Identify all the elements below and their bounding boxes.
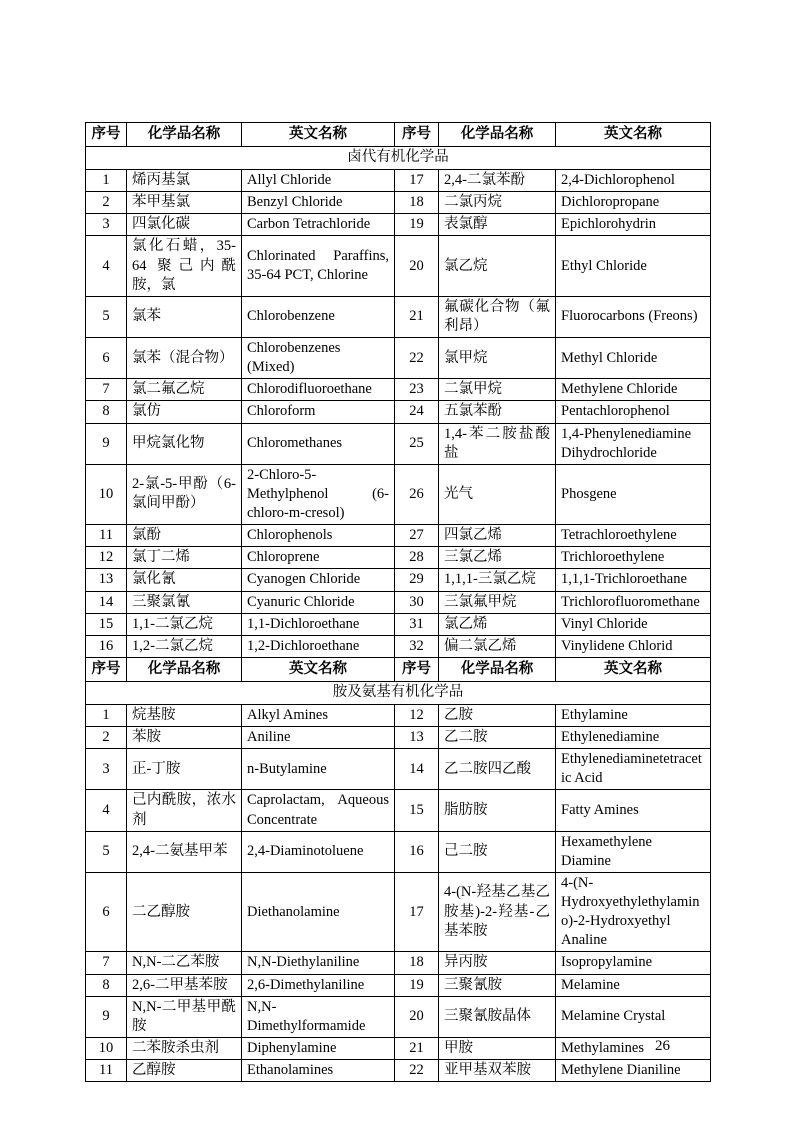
- serial-number-cell: 22: [395, 1060, 439, 1082]
- serial-number-cell: 14: [395, 749, 439, 790]
- serial-number-cell: 3: [86, 749, 127, 790]
- table-row: [86, 1037, 711, 1059]
- serial-number-cell: 14: [86, 591, 127, 613]
- english-name-cell: Fatty Amines: [556, 790, 711, 831]
- english-name-cell: Methylamines: [556, 1037, 711, 1059]
- english-name-cell: 4-(N-Hydroxyethylethylamino)-2-Hydroxyethyl Analine: [556, 872, 711, 952]
- chinese-name-cell: 偏二氯乙烯: [439, 635, 556, 657]
- english-name-cell: Melamine: [556, 974, 711, 996]
- serial-number-cell: 12: [395, 704, 439, 726]
- english-name-cell: Trichlorofluoromethane: [556, 591, 711, 613]
- chinese-name-cell: 甲胺: [439, 1037, 556, 1059]
- serial-number-cell: 31: [395, 613, 439, 635]
- chinese-name-cell: 四氯乙烯: [439, 525, 556, 547]
- chinese-name-cell: 己二胺: [439, 831, 556, 872]
- chinese-name-cell: 三聚氰胺晶体: [439, 996, 556, 1037]
- english-name-cell: Epichlorohydrin: [556, 214, 711, 236]
- column-header: 序号: [86, 123, 127, 147]
- section-title: 卤代有机化学品: [86, 147, 711, 170]
- serial-number-cell: 22: [395, 338, 439, 379]
- english-name-cell: 2,6-Dimethylaniline: [242, 974, 395, 996]
- serial-number-cell: 1: [86, 704, 127, 726]
- section-title: 胺及氨基有机化学品: [86, 681, 711, 704]
- table-row: [86, 1060, 711, 1082]
- chinese-name-cell: 氯仿: [127, 401, 242, 423]
- serial-number-cell: 18: [395, 952, 439, 974]
- serial-number-cell: 7: [86, 952, 127, 974]
- table-row: [86, 296, 711, 337]
- header-row: [86, 657, 711, 681]
- serial-number-cell: 25: [395, 423, 439, 464]
- table-row: [86, 214, 711, 236]
- chinese-name-cell: 2-氯-5-甲酚（6-氯间甲酚）: [127, 464, 242, 524]
- serial-number-cell: 20: [395, 236, 439, 296]
- column-header: 化学品名称: [127, 123, 242, 147]
- english-name-cell: 2,4-Dichlorophenol: [556, 170, 711, 192]
- serial-number-cell: 17: [395, 170, 439, 192]
- table-row: [86, 569, 711, 591]
- english-name-cell: n-Butylamine: [242, 749, 395, 790]
- english-name-cell: Tetrachloroethylene: [556, 525, 711, 547]
- chinese-name-cell: 烷基胺: [127, 704, 242, 726]
- chinese-name-cell: 氯二氟乙烷: [127, 379, 242, 401]
- chinese-name-cell: 乙醇胺: [127, 1060, 242, 1082]
- chinese-name-cell: 1,1-二氯乙烷: [127, 613, 242, 635]
- table-row: [86, 547, 711, 569]
- english-name-cell: Chlorobenzenes (Mixed): [242, 338, 395, 379]
- serial-number-cell: 1: [86, 170, 127, 192]
- serial-number-cell: 30: [395, 591, 439, 613]
- serial-number-cell: 9: [86, 996, 127, 1037]
- english-name-cell: Carbon Tetrachloride: [242, 214, 395, 236]
- english-name-cell: Allyl Chloride: [242, 170, 395, 192]
- english-name-cell: Alkyl Amines: [242, 704, 395, 726]
- serial-number-cell: 20: [395, 996, 439, 1037]
- english-name-cell: Pentachlorophenol: [556, 401, 711, 423]
- serial-number-cell: 23: [395, 379, 439, 401]
- column-header: 序号: [395, 657, 439, 681]
- chinese-name-cell: 氯乙烷: [439, 236, 556, 296]
- chinese-name-cell: 氯丁二烯: [127, 547, 242, 569]
- chinese-name-cell: 2,6-二甲基苯胺: [127, 974, 242, 996]
- column-header: 序号: [395, 123, 439, 147]
- serial-number-cell: 26: [395, 464, 439, 524]
- serial-number-cell: 11: [86, 525, 127, 547]
- table-row: [86, 704, 711, 726]
- english-name-cell: Cyanuric Chloride: [242, 591, 395, 613]
- chinese-name-cell: 2,4-二氯苯酚: [439, 170, 556, 192]
- english-name-cell: Chlorophenols: [242, 525, 395, 547]
- chinese-name-cell: 苯胺: [127, 727, 242, 749]
- chinese-name-cell: 苯甲基氯: [127, 192, 242, 214]
- chinese-name-cell: 氯化氰: [127, 569, 242, 591]
- chinese-name-cell: 二氯丙烷: [439, 192, 556, 214]
- table-row: [86, 591, 711, 613]
- chinese-name-cell: 烯丙基氯: [127, 170, 242, 192]
- english-name-cell: 2-Chloro-5-Methylphenol (6-chloro-m-cresol): [242, 464, 395, 524]
- table-row: [86, 613, 711, 635]
- column-header: 英文名称: [556, 657, 711, 681]
- chinese-name-cell: 光气: [439, 464, 556, 524]
- section-title-row: [86, 147, 711, 170]
- table-row: [86, 790, 711, 831]
- chinese-name-cell: 氯乙烯: [439, 613, 556, 635]
- english-name-cell: 2,4-Diaminotoluene: [242, 831, 395, 872]
- chinese-name-cell: 乙二胺: [439, 727, 556, 749]
- chinese-name-cell: 4-(N-羟基乙基乙胺基)-2-羟基-乙基苯胺: [439, 872, 556, 952]
- serial-number-cell: 2: [86, 192, 127, 214]
- english-name-cell: Methylene Chloride: [556, 379, 711, 401]
- table-row: [86, 996, 711, 1037]
- serial-number-cell: 17: [395, 872, 439, 952]
- english-name-cell: Ethanolamines: [242, 1060, 395, 1082]
- english-name-cell: Isopropylamine: [556, 952, 711, 974]
- serial-number-cell: 8: [86, 974, 127, 996]
- chinese-name-cell: 氟碳化合物（氟利昂）: [439, 296, 556, 337]
- table-row: [86, 727, 711, 749]
- chinese-name-cell: 正-丁胺: [127, 749, 242, 790]
- serial-number-cell: 24: [395, 401, 439, 423]
- english-name-cell: Fluorocarbons (Freons): [556, 296, 711, 337]
- english-name-cell: Vinylidene Chlorid: [556, 635, 711, 657]
- chinese-name-cell: 亚甲基双苯胺: [439, 1060, 556, 1082]
- chinese-name-cell: 三氯氟甲烷: [439, 591, 556, 613]
- english-name-cell: 1,2-Dichloroethane: [242, 635, 395, 657]
- chinese-name-cell: 1,4-苯二胺盐酸盐: [439, 423, 556, 464]
- english-name-cell: Ethylamine: [556, 704, 711, 726]
- chinese-name-cell: 2,4-二氨基甲苯: [127, 831, 242, 872]
- chinese-name-cell: 1,1,1-三氯乙烷: [439, 569, 556, 591]
- serial-number-cell: 15: [86, 613, 127, 635]
- serial-number-cell: 11: [86, 1060, 127, 1082]
- chinese-name-cell: 二苯胺杀虫剂: [127, 1037, 242, 1059]
- english-name-cell: Methyl Chloride: [556, 338, 711, 379]
- chinese-name-cell: 氯甲烷: [439, 338, 556, 379]
- chinese-name-cell: 三氯乙烯: [439, 547, 556, 569]
- english-name-cell: Chloroform: [242, 401, 395, 423]
- serial-number-cell: 5: [86, 831, 127, 872]
- english-name-cell: Aniline: [242, 727, 395, 749]
- english-name-cell: 1,1-Dichloroethane: [242, 613, 395, 635]
- table-row: [86, 635, 711, 657]
- serial-number-cell: 6: [86, 338, 127, 379]
- serial-number-cell: 16: [86, 635, 127, 657]
- chinese-name-cell: 二乙醇胺: [127, 872, 242, 952]
- serial-number-cell: 21: [395, 296, 439, 337]
- serial-number-cell: 3: [86, 214, 127, 236]
- chinese-name-cell: N,N-二甲基甲酰胺: [127, 996, 242, 1037]
- english-name-cell: Ethylenediamine: [556, 727, 711, 749]
- chinese-name-cell: 乙胺: [439, 704, 556, 726]
- serial-number-cell: 19: [395, 214, 439, 236]
- chinese-name-cell: 1,2-二氯乙烷: [127, 635, 242, 657]
- table-row: [86, 423, 711, 464]
- english-name-cell: N,N-Diethylaniline: [242, 952, 395, 974]
- table-body: [86, 123, 711, 1082]
- serial-number-cell: 27: [395, 525, 439, 547]
- english-name-cell: Hexamethylene Diamine: [556, 831, 711, 872]
- table-row: [86, 831, 711, 872]
- table-row: [86, 192, 711, 214]
- english-name-cell: N,N-Dimethylformamide: [242, 996, 395, 1037]
- english-name-cell: Methylene Dianiline: [556, 1060, 711, 1082]
- serial-number-cell: 9: [86, 423, 127, 464]
- chinese-name-cell: 氯苯（混合物）: [127, 338, 242, 379]
- chinese-name-cell: 甲烷氯化物: [127, 423, 242, 464]
- english-name-cell: Ethyl Chloride: [556, 236, 711, 296]
- serial-number-cell: 8: [86, 401, 127, 423]
- serial-number-cell: 12: [86, 547, 127, 569]
- column-header: 英文名称: [556, 123, 711, 147]
- english-name-cell: Trichloroethylene: [556, 547, 711, 569]
- table-row: [86, 872, 711, 952]
- chinese-name-cell: 异丙胺: [439, 952, 556, 974]
- serial-number-cell: 4: [86, 790, 127, 831]
- chinese-name-cell: 乙二胺四乙酸: [439, 749, 556, 790]
- serial-number-cell: 28: [395, 547, 439, 569]
- table-row: [86, 401, 711, 423]
- table-row: [86, 236, 711, 296]
- column-header: 英文名称: [242, 657, 395, 681]
- chinese-name-cell: 己内酰胺，浓水剂: [127, 790, 242, 831]
- chemical-list-table: [85, 122, 711, 1082]
- english-name-cell: 1,4-Phenylenediamine Dihydrochloride: [556, 423, 711, 464]
- chinese-name-cell: 氯酚: [127, 525, 242, 547]
- serial-number-cell: 15: [395, 790, 439, 831]
- table-row: [86, 952, 711, 974]
- serial-number-cell: 19: [395, 974, 439, 996]
- english-name-cell: Chlorodifluoroethane: [242, 379, 395, 401]
- column-header: 化学品名称: [127, 657, 242, 681]
- serial-number-cell: 10: [86, 464, 127, 524]
- chinese-name-cell: 脂肪胺: [439, 790, 556, 831]
- serial-number-cell: 32: [395, 635, 439, 657]
- chinese-name-cell: 四氯化碳: [127, 214, 242, 236]
- table-row: [86, 974, 711, 996]
- english-name-cell: Melamine Crystal: [556, 996, 711, 1037]
- english-name-cell: Chloroprene: [242, 547, 395, 569]
- chinese-name-cell: 五氯苯酚: [439, 401, 556, 423]
- serial-number-cell: 4: [86, 236, 127, 296]
- english-name-cell: Cyanogen Chloride: [242, 569, 395, 591]
- english-name-cell: 1,1,1-Trichloroethane: [556, 569, 711, 591]
- page-number: 26: [655, 1038, 670, 1054]
- english-name-cell: Phosgene: [556, 464, 711, 524]
- serial-number-cell: 10: [86, 1037, 127, 1059]
- serial-number-cell: 29: [395, 569, 439, 591]
- header-row: [86, 123, 711, 147]
- table-row: [86, 525, 711, 547]
- table-row: [86, 749, 711, 790]
- english-name-cell: Chlorobenzene: [242, 296, 395, 337]
- chinese-name-cell: 三聚氯氰: [127, 591, 242, 613]
- serial-number-cell: 6: [86, 872, 127, 952]
- table-row: [86, 338, 711, 379]
- english-name-cell: Diethanolamine: [242, 872, 395, 952]
- chinese-name-cell: 氯化石蜡，35-64 聚己内酰胺，氯: [127, 236, 242, 296]
- column-header: 序号: [86, 657, 127, 681]
- english-name-cell: Benzyl Chloride: [242, 192, 395, 214]
- serial-number-cell: 18: [395, 192, 439, 214]
- column-header: 化学品名称: [439, 657, 556, 681]
- table-row: [86, 170, 711, 192]
- chinese-name-cell: 二氯甲烷: [439, 379, 556, 401]
- serial-number-cell: 2: [86, 727, 127, 749]
- serial-number-cell: 21: [395, 1037, 439, 1059]
- english-name-cell: Chloromethanes: [242, 423, 395, 464]
- serial-number-cell: 13: [395, 727, 439, 749]
- serial-number-cell: 13: [86, 569, 127, 591]
- table-row: [86, 464, 711, 524]
- chinese-name-cell: 表氯醇: [439, 214, 556, 236]
- english-name-cell: Diphenylamine: [242, 1037, 395, 1059]
- table-row: [86, 379, 711, 401]
- column-header: 英文名称: [242, 123, 395, 147]
- english-name-cell: Caprolactam, Aqueous Concentrate: [242, 790, 395, 831]
- english-name-cell: Chlorinated Paraffins, 35-64 PCT, Chlorine: [242, 236, 395, 296]
- english-name-cell: Dichloropropane: [556, 192, 711, 214]
- english-name-cell: Vinyl Chloride: [556, 613, 711, 635]
- section-title-row: [86, 681, 711, 704]
- chinese-name-cell: 三聚氰胺: [439, 974, 556, 996]
- serial-number-cell: 16: [395, 831, 439, 872]
- column-header: 化学品名称: [439, 123, 556, 147]
- chinese-name-cell: N,N-二乙苯胺: [127, 952, 242, 974]
- serial-number-cell: 7: [86, 379, 127, 401]
- chinese-name-cell: 氯苯: [127, 296, 242, 337]
- english-name-cell: Ethylenediaminetetracetic Acid: [556, 749, 711, 790]
- serial-number-cell: 5: [86, 296, 127, 337]
